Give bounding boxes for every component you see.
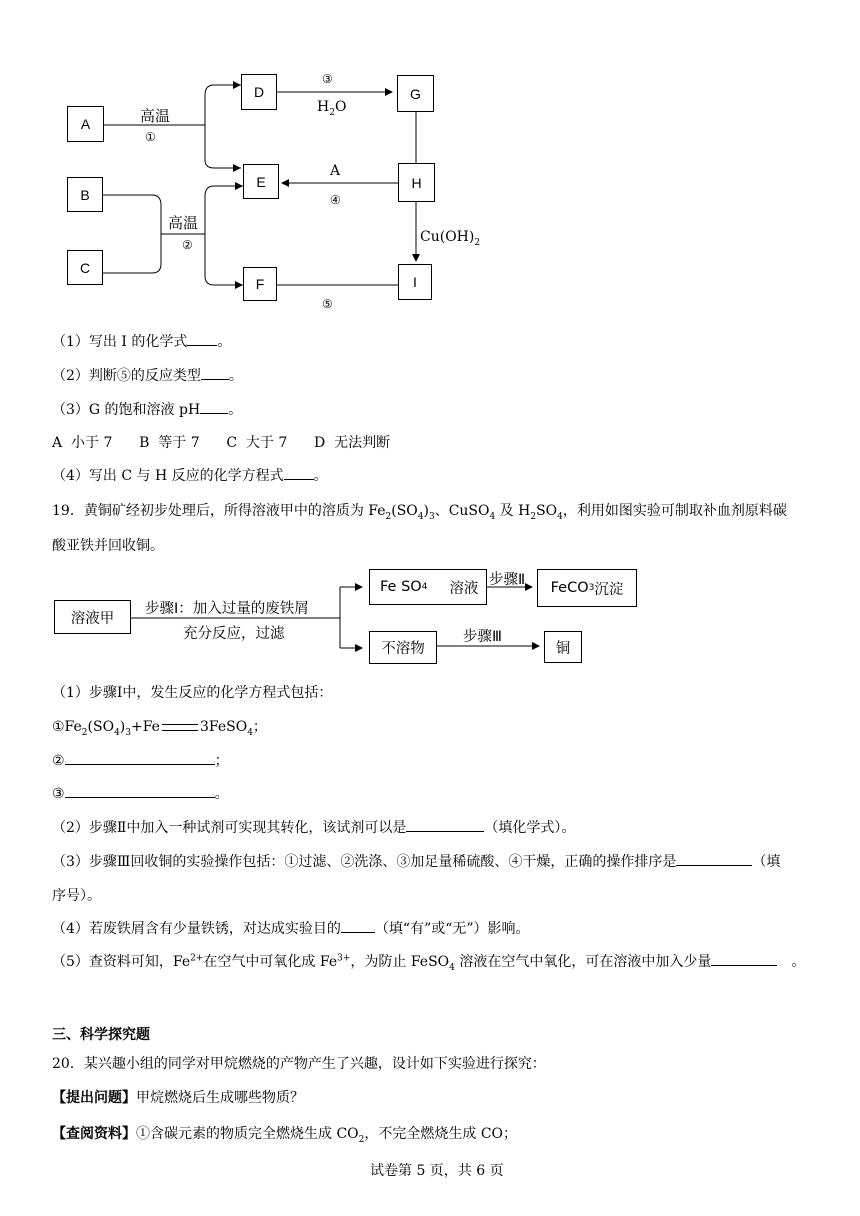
step2-label: 步骤Ⅱ xyxy=(489,572,526,588)
box-insoluble: 不溶物 xyxy=(369,631,437,664)
step3-label: 步骤Ⅲ xyxy=(463,629,502,645)
label-circle-4: ④ xyxy=(330,193,341,207)
q19-eq1: $①Fe_2(SO_4)_3+Fe$ 3FeSO$_4$； xyxy=(52,719,267,738)
box-d: D xyxy=(241,74,277,110)
box-g: G xyxy=(397,75,434,112)
q20-info: 【查阅资料】①含碳元素的物质完全燃烧生成 $CO_2$，不完全燃烧生成 CO； xyxy=(52,1126,518,1145)
q18-2: （2）判断⑤的反应类型 。 xyxy=(52,368,243,384)
q19-4: （4）若废铁屑含有少量铁锈，对达成实验目的 （填“有”或“无”）影响。 xyxy=(52,921,530,937)
label-gaowen-2: 高温 xyxy=(168,214,199,232)
label-circle-2: ② xyxy=(182,238,193,252)
answer-blank[interactable] xyxy=(65,752,215,765)
box-h: H xyxy=(398,163,435,202)
answer-blank[interactable] xyxy=(201,367,229,380)
label-cuoh2: $Cu(OH)_2$ xyxy=(420,229,481,248)
q19-intro: 19．黄铜矿经初步处理后，所得溶液甲中的溶质为 $Fe_2(SO_4)_3$、CuSO$_4$ 及 $H_2SO_4$，利用如图实验可制取补血剂原料碳 xyxy=(52,503,787,522)
q18-options: A 小于 7 B 等于 7 C 大于 7 D 无法判断 xyxy=(52,435,391,451)
merge-bc xyxy=(103,195,161,273)
step1-top-label: 步骤Ⅰ：加入过量的废铁屑 xyxy=(145,601,309,617)
q19-2: （2）步骤Ⅱ中加入一种试剂可实现其转化，该试剂可以是 （填化学式）。 xyxy=(52,820,576,836)
q18-3: （3）G 的饱和溶液 pH 。 xyxy=(52,402,243,418)
box-c: C xyxy=(67,250,103,285)
answer-blank[interactable] xyxy=(341,920,375,933)
box-copper: 铜 xyxy=(544,631,582,663)
q19-3: （3）步骤Ⅲ回收铜的实验操作包括：①过滤、②洗涤、③加足量稀硫酸、④干燥，正确的操作排序是 （填 xyxy=(52,854,781,870)
label-gaowen-1: 高温 xyxy=(140,107,171,125)
q19-1: （1）步骤Ⅰ中，发生反应的化学方程式包括： xyxy=(52,685,333,701)
answer-blank[interactable] xyxy=(284,467,314,480)
q19-eq3: ③ 。 xyxy=(52,786,229,802)
q18-4: （4）写出 C 与 H 反应的化学方程式 。 xyxy=(52,468,328,484)
q19-intro-line2: 酸亚铁并回收铜。 xyxy=(52,538,164,554)
q19-eq2: ② ； xyxy=(52,753,229,769)
answer-blank[interactable] xyxy=(65,785,215,798)
label-h2o: $H_2O$ xyxy=(317,99,347,118)
label-circle-5: ⑤ xyxy=(322,297,333,311)
page-footer: 试卷第 5 页，共 6 页 xyxy=(370,1163,504,1179)
box-solution-jia: 溶液甲 xyxy=(54,600,131,634)
section-heading: 三、科学探究题 xyxy=(52,1027,150,1043)
answer-blank[interactable] xyxy=(711,953,777,966)
q20-question: 【提出问题】甲烷燃烧后生成哪些物质？ xyxy=(52,1090,304,1106)
step1-bottom-label: 充分反应，过滤 xyxy=(183,626,285,642)
box-feso4-solution: Fe SO 4 溶液 xyxy=(369,569,487,605)
box-i: I xyxy=(398,264,432,300)
q19-5: （5）查资料可知，$Fe^{2+}$在空气中可氧化成 $Fe^{3+}$，为防止 FeSO$_4$ 溶液在空气中氧化，可在溶液中加入少量 。 xyxy=(52,953,806,973)
answer-blank[interactable] xyxy=(676,853,752,866)
label-circle-1: ① xyxy=(145,130,156,144)
box-feco3-precipitate: FeCO 3 沉淀 xyxy=(537,569,637,607)
label-a-reagent: A xyxy=(330,163,341,179)
box-a: A xyxy=(67,106,104,142)
q19-3-line2: 序号）。 xyxy=(52,888,101,904)
label-circle-3: ③ xyxy=(322,72,333,86)
box-e: E xyxy=(243,164,279,199)
branch-ef xyxy=(205,186,243,285)
answer-blank[interactable] xyxy=(200,401,228,414)
branch-de xyxy=(205,85,241,168)
answer-blank[interactable] xyxy=(187,333,217,346)
q20-intro: 20．某兴趣小组的同学对甲烷燃烧的产物产生了兴趣，设计如下实验进行探究： xyxy=(52,1056,546,1072)
answer-blank[interactable] xyxy=(406,819,484,832)
box-f: F xyxy=(243,267,277,301)
equals-sign xyxy=(162,724,198,731)
box-b: B xyxy=(67,177,103,212)
q18-1: （1）写出 I 的化学式 。 xyxy=(52,334,232,350)
